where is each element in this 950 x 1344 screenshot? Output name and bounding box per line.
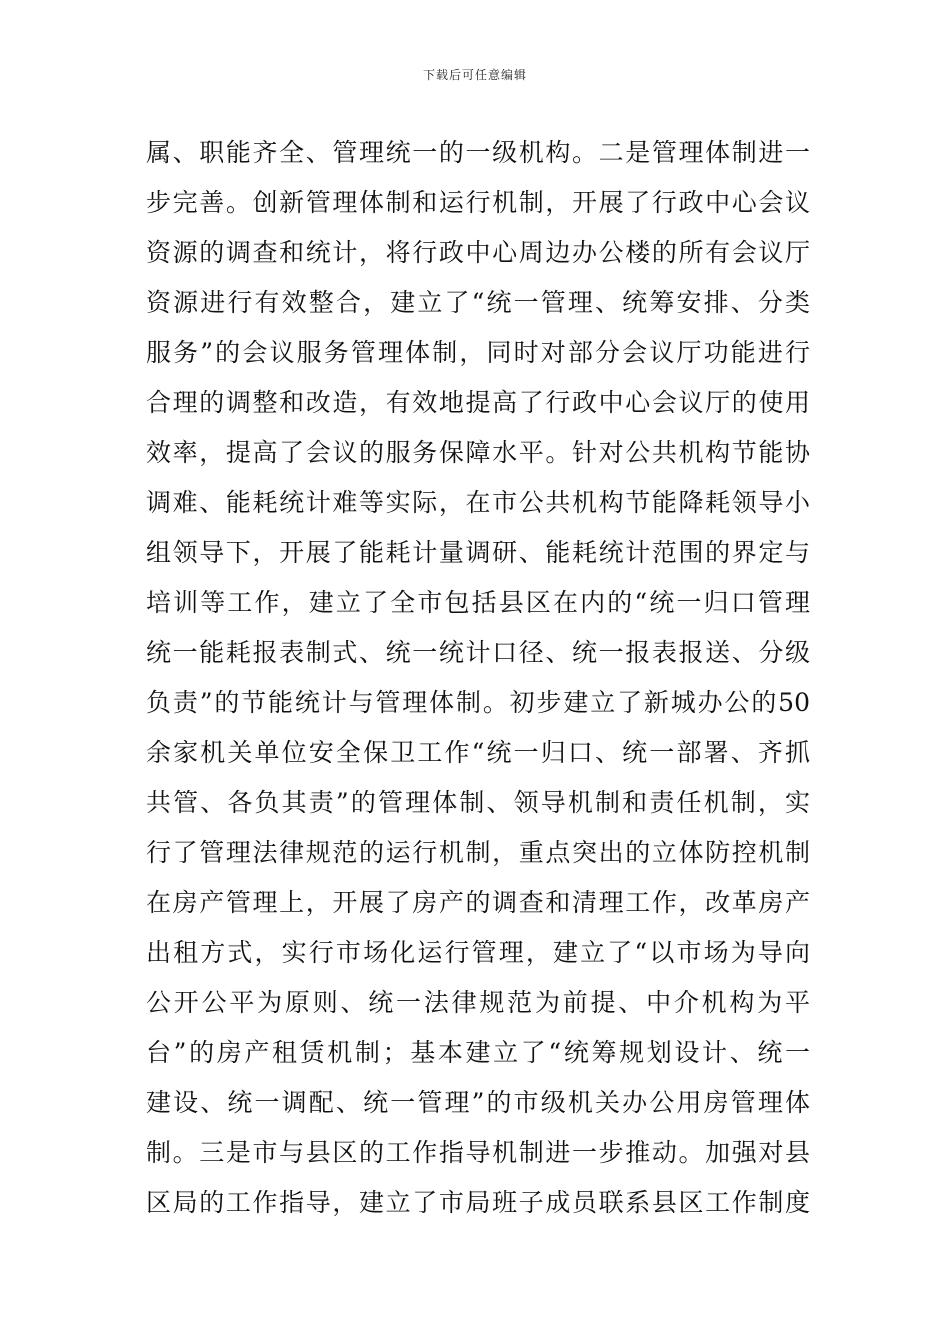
text-line: 效率，提高了会议的服务保障水平。针对公共机构节能协 <box>146 438 810 467</box>
page-header: 下载后可任意编辑 <box>422 68 527 82</box>
text-line: 制。三是市与县区的工作指导机制进一步推动。加强对县 <box>146 1138 810 1167</box>
text-line: 培训等工作，建立了全市包括县区在内的“统一归口管理 <box>146 588 810 617</box>
text-line: 余家机关单位安全保卫工作“统一归口、统一部署、齐抓 <box>146 738 810 767</box>
text-line: 资源进行有效整合，建立了“统一管理、统筹安排、分类 <box>146 288 810 317</box>
text-line: 出租方式，实行市场化运行管理，建立了“以市场为导向 <box>146 938 810 967</box>
text-line: 行了管理法律规范的运行机制，重点突出的立体防控机制 <box>146 838 810 867</box>
text-line: 公开公平为原则、统一法律规范为前提、中介机构为平 <box>146 988 810 1017</box>
document-body <box>146 128 810 1228</box>
text-line: 统一能耗报表制式、统一统计口径、统一报表报送、分级 <box>146 638 810 667</box>
text-line: 合理的调整和改造，有效地提高了行政中心会议厅的使用 <box>146 388 810 417</box>
text-line: 步完善。创新管理体制和运行机制，开展了行政中心会议 <box>146 188 810 217</box>
text-line: 调难、能耗统计难等实际，在市公共机构节能降耗领导小 <box>146 488 810 517</box>
text-line: 服务”的会议服务管理体制，同时对部分会议厅功能进行 <box>146 338 810 367</box>
text-line: 共管、各负其责”的管理体制、领导机制和责任机制，实 <box>146 788 810 817</box>
text-line: 建设、统一调配、统一管理”的市级机关办公用房管理体 <box>146 1088 810 1117</box>
text-line: 属、职能齐全、管理统一的一级机构。二是管理体制进一 <box>146 138 810 167</box>
text-line: 组领导下，开展了能耗计量调研、能耗统计范围的界定与 <box>146 538 810 567</box>
text-line: 台”的房产租赁机制；基本建立了“统筹规划设计、统一 <box>146 1038 810 1067</box>
text-line: 区局的工作指导，建立了市局班子成员联系县区工作制度 <box>146 1188 810 1217</box>
text-line: 负责”的节能统计与管理体制。初步建立了新城办公的50 <box>146 688 810 717</box>
text-line: 在房产管理上，开展了房产的调查和清理工作，改革房产 <box>146 888 810 917</box>
text-line: 资源的调查和统计，将行政中心周边办公楼的所有会议厅 <box>146 238 810 267</box>
